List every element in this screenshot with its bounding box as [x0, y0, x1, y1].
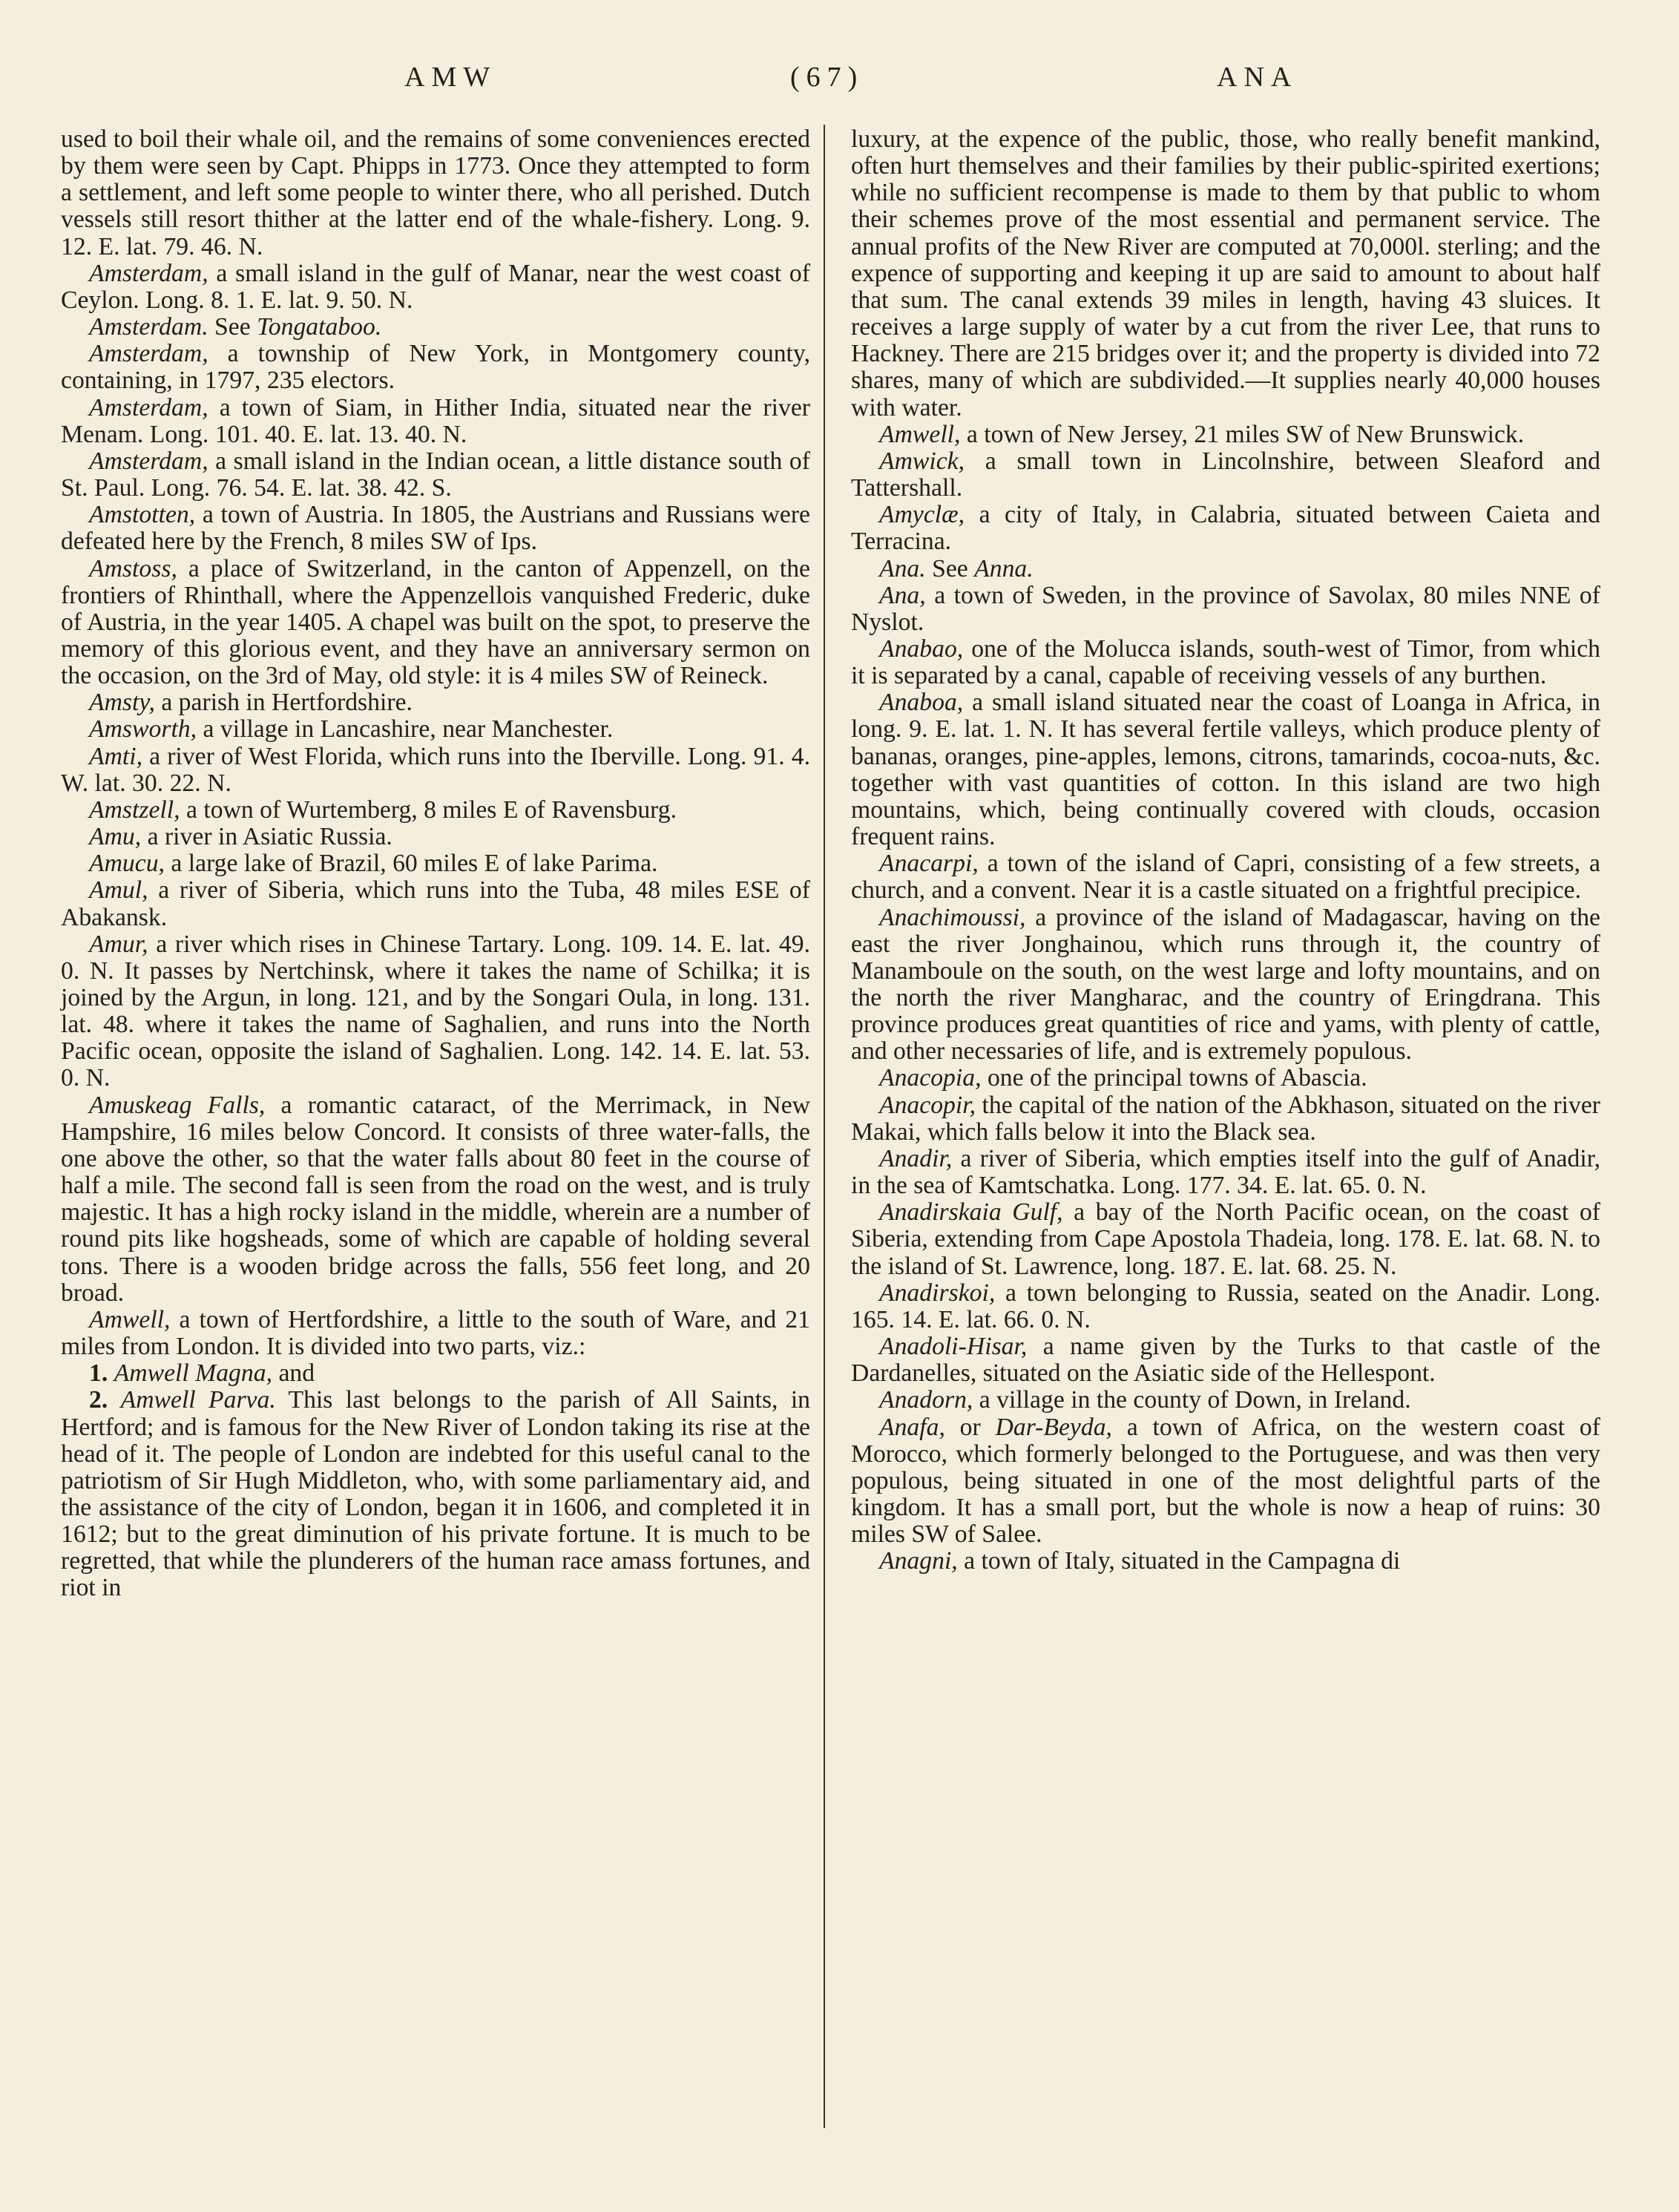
- gazetteer-entry: [851, 421, 1600, 448]
- continued-entry: [851, 126, 1600, 421]
- left-column: [61, 126, 810, 1602]
- gazetteer-entry: [61, 1307, 810, 1360]
- gazetteer-entry: [61, 824, 810, 850]
- entry-headword: Amyclæ,: [879, 501, 965, 529]
- gazetteer-entry: [61, 1360, 810, 1387]
- entry-text: used to boil their whale oil, and the remains of some conveniences erected by them were seen by Capt. Phipps in 1773. Once they attempted to form a settlement, and left some people to winter there, who all perished. Dutch vessels still resort thither at the latter end of the whale-fishery. Long. 9. 12. E. lat. 79. 46. N.: [61, 125, 810, 260]
- gazetteer-entry: [851, 1333, 1600, 1387]
- entry-headword: Anacarpi,: [879, 850, 979, 878]
- gazetteer-entry: [61, 1387, 810, 1601]
- entry-text: a bay of the North Pacific ocean, on the coast of Siberia, extending from Cape Apostola Thadeia, long. 178. E. lat. 68. N. to the island of St. Lawrence, long. 187. E. lat. 68. 25. N.: [851, 1198, 1601, 1280]
- entry-text: a town of Austria. In 1805, the Austrians and Russians were defeated here by the French, 8 miles SW of Ips.: [61, 501, 810, 556]
- gazetteer-entry: [61, 556, 810, 690]
- page-number: (67): [790, 62, 864, 93]
- gazetteer-entry: [61, 850, 810, 877]
- entry-text: a river of Siberia, which empties itself into the gulf of Anadir, in the sea of Kamtschatka. Long. 177. 34. E. lat. 65. 0. N.: [851, 1144, 1600, 1200]
- entry-headword: Anafa,: [879, 1413, 945, 1441]
- gazetteer-entry: [61, 502, 810, 555]
- entry-text: a province of the island of Madagascar, having on the east the river Jonghainou, which runs through it, the country of Manamboule on the south, on the west large and lofty mountains, and on the north the river Mangharac, and the country of Eringdrana. This province produces great quantities of rice and yams, with plenty of cattle, and other necessaries of life, and is extremely populous.: [851, 903, 1600, 1066]
- gazetteer-entry: [61, 395, 810, 448]
- entry-text: luxury, at the expence of the public, those, who really benefit mankind, often hurt themselves and their families by their public-spirited exertions; while no sufficient recompense is made to them by that public to whom their schemes prove of the most essential and permanent service. The annual profits of the New River are computed at 70,000l. sterling; and the expence of supporting and keeping it up are said to amount to about half that sum. The canal extends 39 miles in length, having 43 sluices. It receives a large supply of water by a cut from the river Lee, that runs to Hackney. There are 215 bridges over it; and the property is divided into 72 shares, many of which are subdivided.—It supplies nearly 40,000 houses with water.: [851, 125, 1600, 421]
- entry-text: a village in Lancashire, near Manchester.: [197, 715, 614, 744]
- cross-reference: Dar-Beyda,: [995, 1413, 1112, 1441]
- item-number: 2.: [89, 1386, 121, 1414]
- entry-text: a town of Africa, on the western coast of Morocco, which formerly belonged to the Portuguese, and was then very populous, being situated in one of the most delightful parts of the kingdom. It has a small port, but the whole is now a heap of ruins: 30 miles SW of Salee.: [851, 1413, 1600, 1549]
- entry-headword: Amwell,: [879, 420, 961, 448]
- entry-text: a small island situated near the coast of Loanga in Africa, in long. 9. E. lat. 1. N. It has several fertile valleys, which produce plenty of bananas, oranges, pine-apples, lemons, citrons, tamarinds, cocoa-nuts, &c. together with vast quantities of cotton. In this island are two high mountains, which, being continually covered with clouds, occasion frequent rains.: [851, 689, 1600, 851]
- entry-text: a village in the county of Down, in Ireland.: [973, 1386, 1411, 1414]
- gazetteer-entry: [851, 636, 1600, 689]
- entry-text: one of the Molucca islands, south-west of Timor, from which it is separated by a canal, capable of receiving vessels of any burthen.: [851, 634, 1600, 690]
- entry-text: a name given by the Turks to that castle of the Dardanelles, situated on the Asiatic side of the Hellespont.: [851, 1333, 1600, 1388]
- entry-headword: Amwell Magna,: [114, 1359, 273, 1388]
- entry-text: a river which rises in Chinese Tartary. Long. 109. 14. E. lat. 49. 0. N. It passes by Nertchinsk, where it takes the name of Schilka; it is joined by the Argun, in long. 121, and by the Songari Oula, in long. 131. lat. 48. where it takes the name of Saghalien, and runs into the North Pacific ocean, opposite the island of Saghalien. Long. 142. 14. E. lat. 53. 0. N.: [61, 930, 810, 1092]
- entry-headword: Amstotten,: [89, 501, 196, 529]
- entry-headword: Anadorn,: [879, 1386, 973, 1414]
- entry-text: a large lake of Brazil, 60 miles E of lake Parima.: [164, 850, 658, 878]
- entry-text: a river of West Florida, which runs into the Iberville. Long. 91. 4. W. lat. 30. 22. N.: [61, 742, 810, 797]
- gazetteer-entry: [61, 931, 810, 1092]
- entry-text: a township of New York, in Montgomery county, containing, in 1797, 235 electors.: [61, 340, 810, 395]
- entry-text: a town of Wurtemberg, 8 miles E of Ravensburg.: [180, 795, 677, 824]
- gazetteer-entry: [851, 1414, 1600, 1549]
- entry-text: the capital of the nation of the Abkhason, situated on the river Makai, which falls below it into the Black sea.: [851, 1091, 1600, 1146]
- entry-text: a city of Italy, in Calabria, situated between Caieta and Terracina.: [851, 501, 1600, 556]
- page-header: [104, 61, 1580, 105]
- gazetteer-entry: [61, 877, 810, 931]
- entry-text: a town of Italy, situated in the Campagna di: [957, 1547, 1401, 1575]
- gazetteer-entry: [61, 448, 810, 502]
- column-divider: [824, 125, 825, 2128]
- entry-headword: Anacopir,: [879, 1091, 976, 1119]
- entry-text: a river in Asiatic Russia.: [141, 823, 392, 851]
- gazetteer-entry: [61, 314, 810, 341]
- entry-headword: Anadirskaia Gulf,: [879, 1198, 1063, 1227]
- entry-text: a small town in Lincolnshire, between Sleaford and Tattershall.: [851, 447, 1600, 502]
- entry-text: a town of New Jersey, 21 miles SW of New Brunswick.: [960, 420, 1525, 448]
- entry-text: a town belonging to Russia, seated on the Anadir. Long. 165. 14. E. lat. 66. 0. N.: [851, 1279, 1600, 1333]
- entry-text: a small island in the gulf of Manar, near the west coast of Ceylon. Long. 8. 1. E. lat. 9. 50. N.: [61, 259, 810, 314]
- entry-headword: Ana.: [879, 554, 926, 582]
- entry-headword: Amul,: [89, 876, 148, 905]
- entry-text: a place of Switzerland, in the canton of Appenzell, on the frontiers of Rhinthall, where the Appenzellois vanquished Frederic, duke of Austria, in the year 1405. A chapel was built on the spot, to preserve the memory of this glorious event, and they have an anniversary sermon on the occasion, on the 3rd of May, old style: it is 4 miles SW of Reineck.: [61, 554, 810, 690]
- cross-reference: Anna.: [974, 554, 1034, 582]
- entry-headword: Amur,: [89, 930, 148, 958]
- gazetteer-entry: [851, 1548, 1600, 1575]
- entry-headword: Anagni,: [879, 1547, 958, 1575]
- entry-text: a town of Hertfordshire, a little to the south of Ware, and 21 miles from London. It is divided into two parts, viz.:: [61, 1305, 810, 1361]
- gazetteer-entry: [851, 905, 1600, 1066]
- running-head-left: AMW: [404, 62, 497, 93]
- entry-headword: Amsty,: [89, 689, 155, 717]
- entry-headword: Amwell Parva.: [120, 1386, 276, 1414]
- entry-text: and: [272, 1359, 315, 1388]
- gazetteer-entry: [851, 1146, 1600, 1199]
- gazetteer-entry: [61, 797, 810, 824]
- entry-headword: Amsterdam,: [89, 447, 208, 475]
- entry-headword: Amsworth,: [89, 715, 197, 744]
- entry-headword: Amstoss,: [89, 554, 177, 582]
- gazetteer-entry: [851, 1092, 1600, 1146]
- gazetteer-entry: [61, 341, 810, 394]
- running-head-right: ANA: [1217, 62, 1298, 93]
- entry-text: See: [925, 554, 975, 582]
- gazetteer-entry: [61, 1092, 810, 1307]
- entry-headword: Amuskeag Falls,: [89, 1091, 266, 1119]
- entry-headword: Amsterdam.: [89, 313, 208, 341]
- entry-headword: Anadoli-Hisar,: [879, 1333, 1028, 1361]
- entry-headword: Amti,: [89, 742, 143, 770]
- gazetteer-entry: [851, 448, 1600, 502]
- entry-text: See: [208, 313, 257, 341]
- entry-headword: Anadir,: [879, 1144, 953, 1172]
- entry-text: This last belongs to the parish of All Saints, in Hertford; and is famous for the New River of London taking its rise at the head of it. The people of London are indebted for this useful canal to the patriotism of Sir Hugh Middleton, who, with some parliamentary aid, and the assistance of the city of London, began it in 1606, and completed it in 1612; but to the great diminution of his private fortune. It is much to be regretted, that while the plunderers of the human race amass fortunes, and riot in: [61, 1386, 811, 1602]
- entry-text: a romantic cataract, of the Merrimack, in New Hampshire, 16 miles below Concord. It consists of three water-falls, the one above the other, so that the water falls about 80 feet in the course of half a mile. The second fall is seen from the road on the west, and is truly majestic. It has a high rocky island in the middle, wherein are a number of round pits like hogsheads, some of which are capable of holding several tons. There is a wooden bridge across the falls, 556 feet long, and 20 broad.: [61, 1091, 810, 1307]
- entry-text: a town of the island of Capri, consisting of a few streets, a church, and a convent. Near it is a castle situated on a frightful precipice.: [851, 850, 1600, 905]
- gazetteer-entry: [851, 1199, 1600, 1279]
- entry-headword: Anacopia,: [879, 1064, 982, 1092]
- entry-text: a town of Siam, in Hither India, situated near the river Menam. Long. 101. 40. E. lat. 13. 40. N.: [61, 393, 810, 448]
- entry-headword: Anabao,: [879, 634, 964, 663]
- entry-headword: Amwell,: [89, 1305, 171, 1333]
- entry-headword: Amstzell,: [89, 795, 180, 824]
- cross-reference: Tongataboo.: [257, 313, 382, 341]
- gazetteer-entry: [851, 1065, 1600, 1092]
- item-number: 1.: [89, 1359, 114, 1388]
- gazetteer-entry: [61, 716, 810, 743]
- gazetteer-entry: [851, 582, 1600, 636]
- entry-headword: Amsterdam,: [89, 393, 208, 421]
- gazetteer-entry: [61, 689, 810, 716]
- continued-entry: [61, 126, 810, 260]
- entry-headword: Anadirskoi,: [879, 1279, 996, 1307]
- right-column: [851, 126, 1600, 1575]
- entry-headword: Amu,: [89, 823, 142, 851]
- gazetteer-entry: [851, 502, 1600, 555]
- entry-text: a town of Sweden, in the province of Savolax, 80 miles NNE of Nyslot.: [851, 581, 1600, 636]
- entry-headword: Anaboa,: [879, 689, 964, 717]
- entry-text: a parish in Hertfordshire.: [154, 689, 413, 717]
- gazetteer-entry: [61, 260, 810, 314]
- entry-text: or: [944, 1413, 996, 1441]
- gazetteer-entry: [851, 850, 1600, 904]
- gazetteer-entry: [851, 1280, 1600, 1333]
- gazetteer-entry: [851, 1387, 1600, 1414]
- entry-headword: Amucu,: [89, 850, 165, 878]
- entry-headword: Amwick,: [879, 447, 965, 475]
- gazetteer-entry: [851, 689, 1600, 850]
- entry-headword: Amsterdam,: [89, 259, 208, 287]
- entry-text: a river of Siberia, which runs into the Tuba, 48 miles ESE of Abakansk.: [61, 876, 810, 931]
- entry-headword: Ana,: [879, 581, 926, 609]
- gazetteer-entry: [851, 556, 1600, 582]
- entry-headword: Amsterdam,: [89, 340, 208, 368]
- entry-text: a small island in the Indian ocean, a little distance south of St. Paul. Long. 76. 54. E. lat. 38. 42. S.: [61, 447, 810, 502]
- gazetteer-entry: [61, 744, 810, 797]
- entry-headword: Anachimoussi,: [879, 903, 1026, 931]
- entry-text: one of the principal towns of Abascia.: [981, 1064, 1367, 1092]
